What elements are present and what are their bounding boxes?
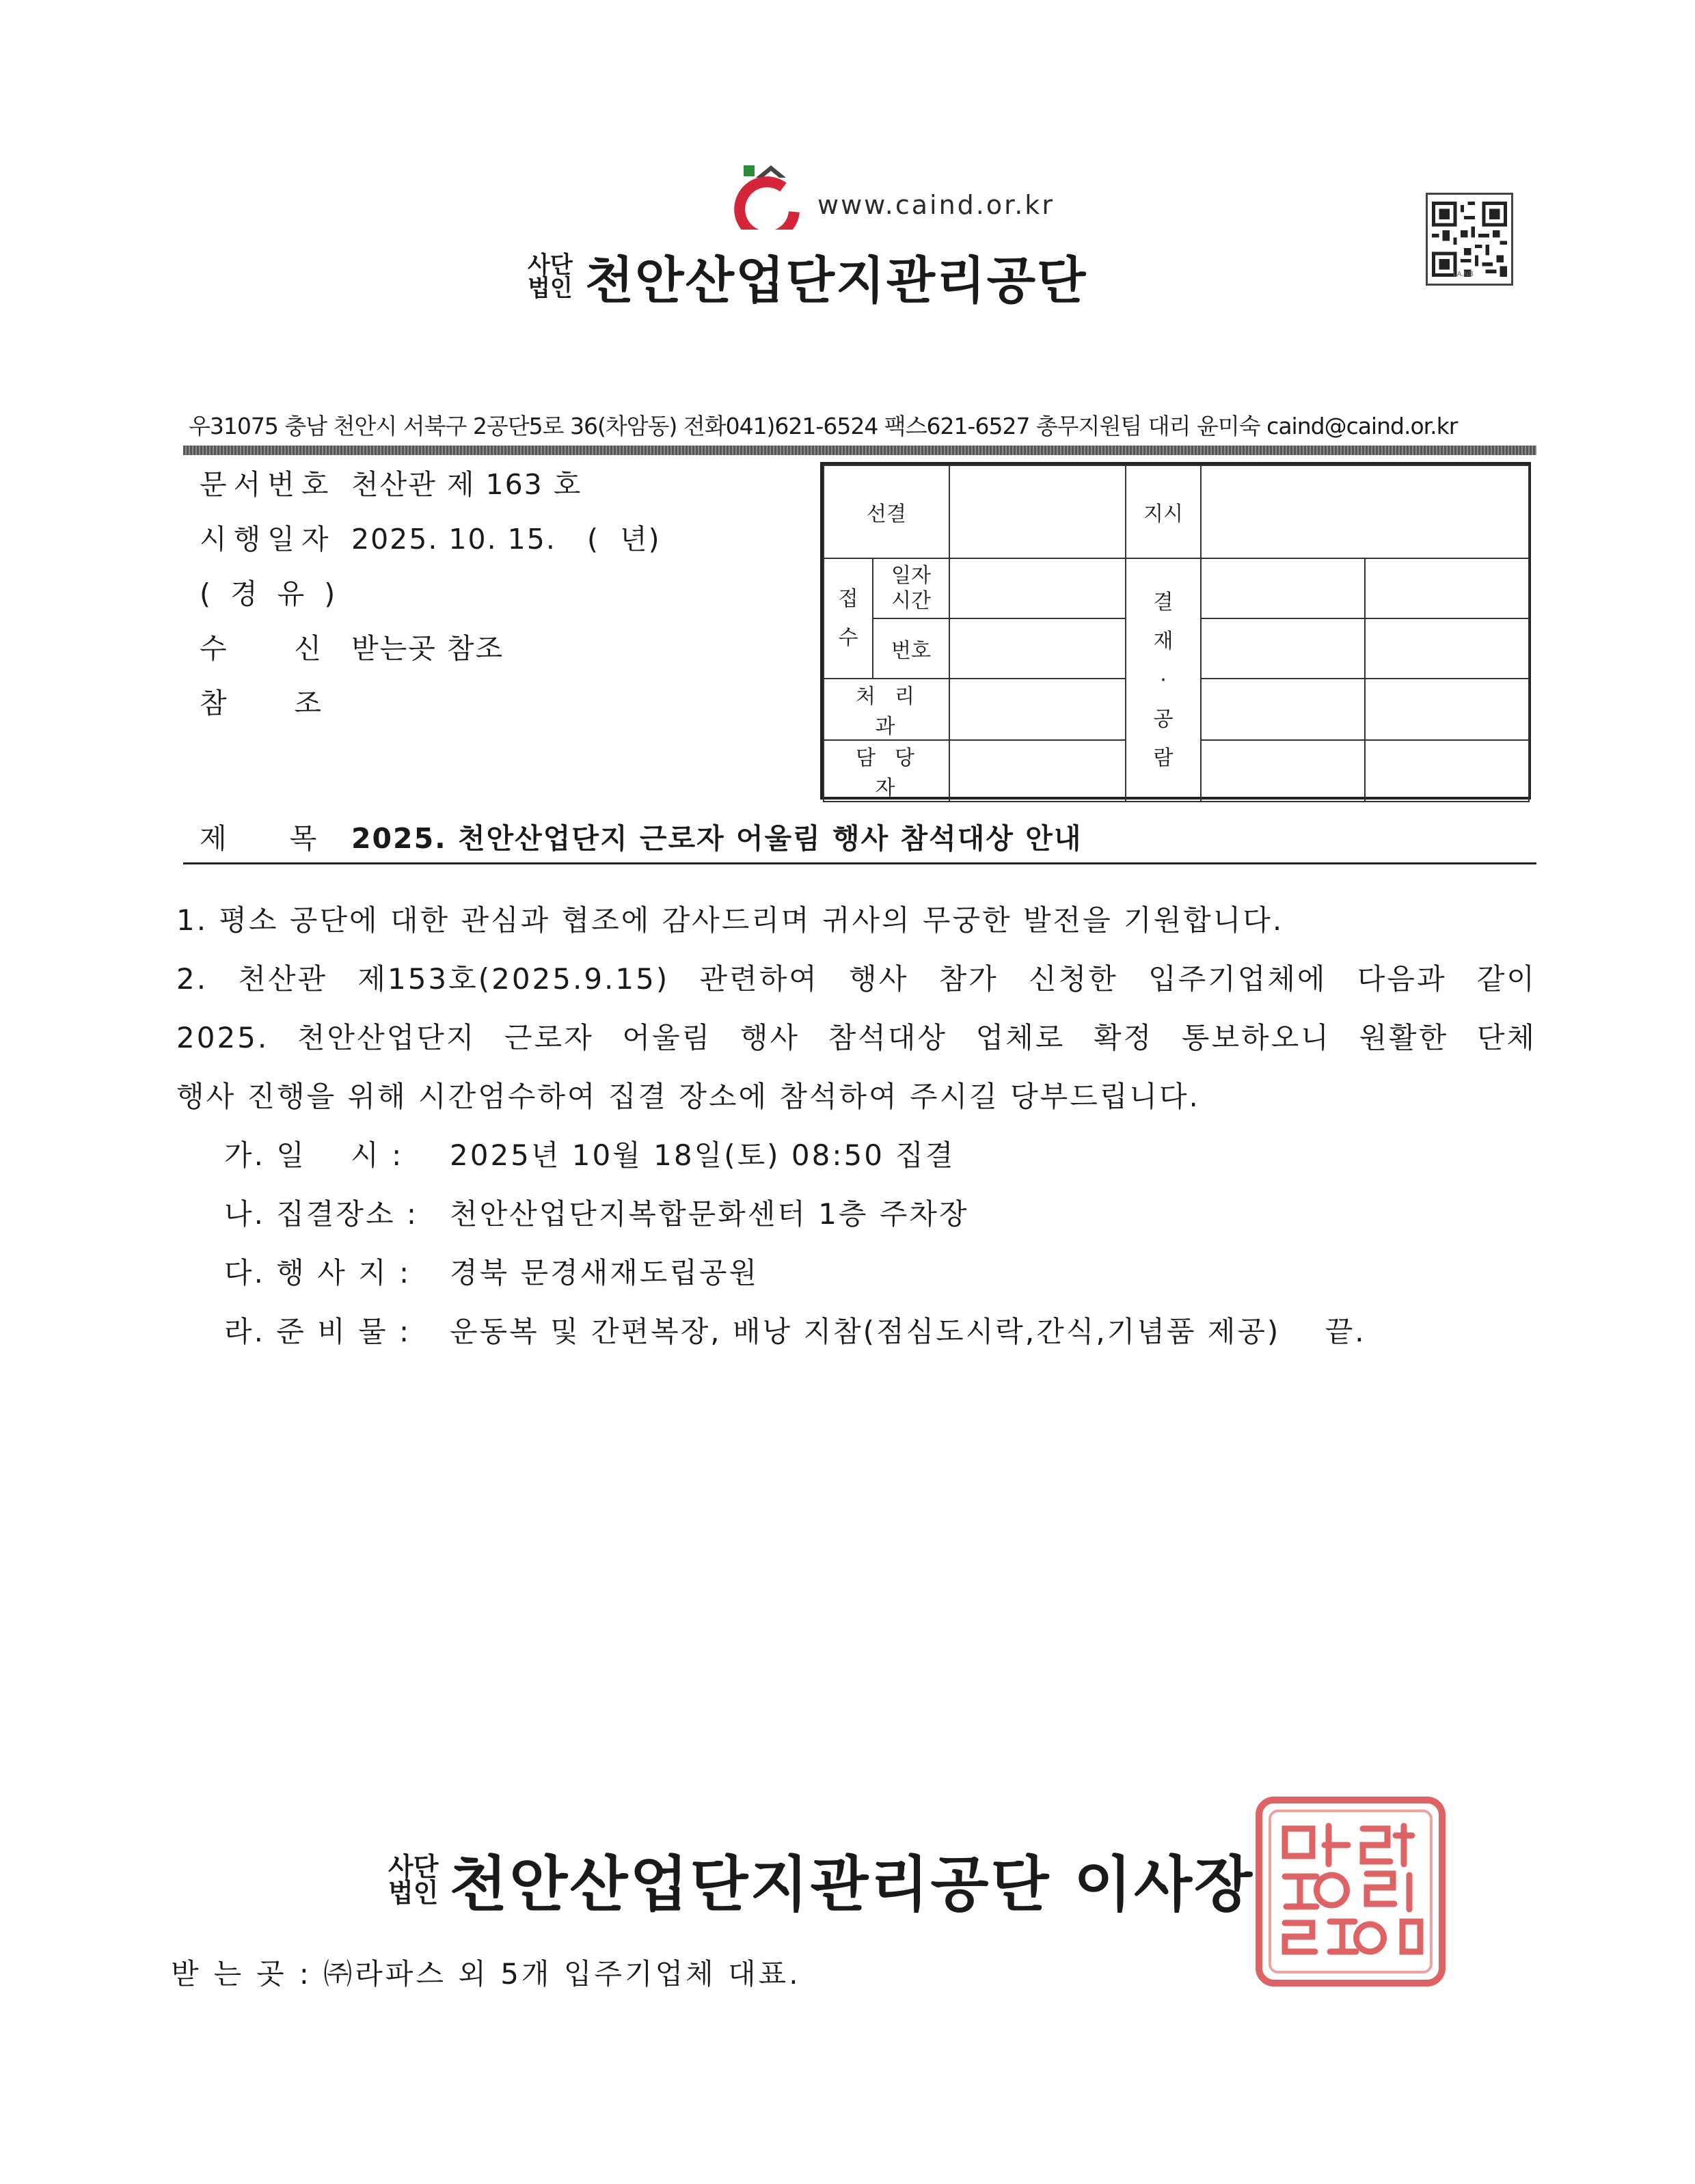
decision-cell-2 (1365, 558, 1529, 618)
signature-badge-top: 사단 (388, 1852, 439, 1882)
corp-badge (528, 251, 573, 302)
detail-item-supplies (224, 1309, 1366, 1350)
decision-cell-5 (1201, 679, 1365, 740)
detail-item-value: 운동복 및 간편복장, 배낭 지참(점심도시락,간식,기념품 제공) 끝. (450, 1315, 1366, 1348)
decision-cell-4 (1365, 618, 1529, 679)
reference-label (200, 681, 321, 721)
decision-cell-6 (1365, 679, 1529, 740)
decision-label: 결 재 · 공 람 (1126, 558, 1201, 802)
date-time-cell (949, 558, 1126, 618)
caind-logo (731, 164, 806, 230)
qr-label: LA.NB (1453, 271, 1474, 278)
subject-label-1: 제 (200, 822, 227, 855)
receipt-label: 접 수 (824, 558, 873, 679)
subject-text: 2025. 천안산업단지 근로자 어울림 행사 참석대상 안내 (351, 822, 1083, 855)
logo-red-arc (740, 182, 794, 230)
header-divider (183, 446, 1536, 455)
decision-cell-1 (1201, 558, 1365, 618)
instruction-cell (1201, 465, 1529, 558)
detail-item-key: 나. 집결장소 : (224, 1197, 419, 1231)
detail-item-key: 가. 일 시 : (224, 1138, 404, 1172)
paragraph-1: 1. 평소 공단에 대한 관심과 협조에 감사드리며 귀사의 무궁한 발전을 기원합니다. (176, 903, 1284, 937)
recipient-row (171, 1952, 801, 1993)
pre-approval-cell (949, 465, 1126, 558)
signature-line (388, 1837, 1254, 1923)
recipient-label: 받는곳 (171, 1957, 299, 1991)
instruction-label: 지시 (1126, 465, 1201, 558)
detail-item-key: 라. 준 비 물 : (224, 1315, 411, 1348)
decision-cell-3 (1201, 618, 1365, 679)
number-cell (949, 618, 1126, 679)
recipient-value: : ㈜라파스 외 5개 입주기업체 대표. (299, 1957, 801, 1991)
issue-date-value: 2025. 10. 15. ( 년) (351, 523, 661, 556)
decision-cell-7 (1201, 740, 1365, 802)
signature-corp-badge (388, 1854, 438, 1906)
doc-number-value: 천산관 제 163 호 (351, 468, 582, 501)
issue-date-label: 시행일자 (200, 523, 336, 556)
qr-pattern (1432, 199, 1507, 279)
corp-badge-top: 사단 (528, 251, 573, 279)
detail-item-value: 천안산업단지복합문화센터 1층 주차장 (450, 1197, 969, 1231)
detail-item-date (224, 1133, 955, 1174)
detail-item-venue (224, 1251, 759, 1292)
logo-roof (756, 165, 786, 178)
detail-item-key: 다. 행 사 지 : (224, 1256, 411, 1289)
official-seal (1253, 1794, 1448, 1989)
paragraph-2-line-1: 2. 천산관 제153호(2025.9.15) 관련하여 행사 참가 신청한 입주기업체에 다음과 같이 (176, 962, 1536, 996)
signature-badge-bottom: 법인 (388, 1878, 439, 1908)
pre-approval-label: 선결 (824, 465, 949, 558)
paragraph-2-line-2: 2025. 천안산업단지 근로자 어울림 행사 참석대상 업체로 확정 통보하오니 원활한 단체 (176, 1021, 1536, 1054)
approval-table (820, 462, 1531, 800)
person-label: 담당자 (824, 740, 949, 802)
org-name: 천안산업단지관리공단 (584, 251, 1087, 310)
corp-badge-bottom: 법인 (528, 275, 573, 302)
dept-cell (949, 679, 1126, 740)
subject-label (200, 816, 351, 856)
receiver-label-1: 수 (200, 632, 227, 665)
receiver-label (200, 626, 321, 666)
doc-number-label: 문서번호 (200, 468, 336, 501)
receiver-value: 받는곳 참조 (351, 632, 504, 665)
receiver-label-2: 신 (294, 632, 321, 665)
via-row (200, 571, 340, 612)
subject-label-2: 목 (289, 822, 317, 855)
detail-item-value: 경북 문경새재도립공원 (450, 1256, 759, 1289)
subject-divider (183, 862, 1536, 864)
contact-line: 우31075 충남 천안시 서북구 2공단5로 36(차암동) 전화041)621-6524 팩스621-6527 총무지원팀 대리 윤미숙 caind@caind.or.kr (189, 413, 1458, 439)
decision-cell-8 (1365, 740, 1529, 802)
website-url: www.caind.or.kr (817, 190, 1055, 220)
via-label: ( 경 유 ) (200, 577, 341, 610)
number-label: 번호 (873, 618, 949, 679)
signature-text: 천안산업단지관리공단 이사장 (449, 1849, 1255, 1920)
detail-item-value: 2025년 10월 18일(토) 08:50 집결 (450, 1138, 955, 1172)
date-time-label: 일자 시간 (873, 558, 949, 618)
detail-item-meeting-place (224, 1192, 969, 1233)
reference-label-1: 참 (200, 687, 227, 720)
person-cell (949, 740, 1126, 802)
reference-label-2: 조 (294, 687, 321, 720)
subject-row (200, 816, 1082, 856)
receiver-row (200, 626, 504, 666)
reference-row (200, 681, 351, 721)
paragraph-2-line-3: 행사 진행을 위해 시간엄수하여 집결 장소에 참석하여 주시길 당부드립니다. (176, 1080, 1200, 1113)
doc-number-row (200, 462, 582, 502)
org-title (528, 241, 1087, 313)
logo-green-square (744, 165, 755, 176)
issue-date-row (200, 517, 661, 557)
dept-label: 처리과 (824, 679, 949, 740)
